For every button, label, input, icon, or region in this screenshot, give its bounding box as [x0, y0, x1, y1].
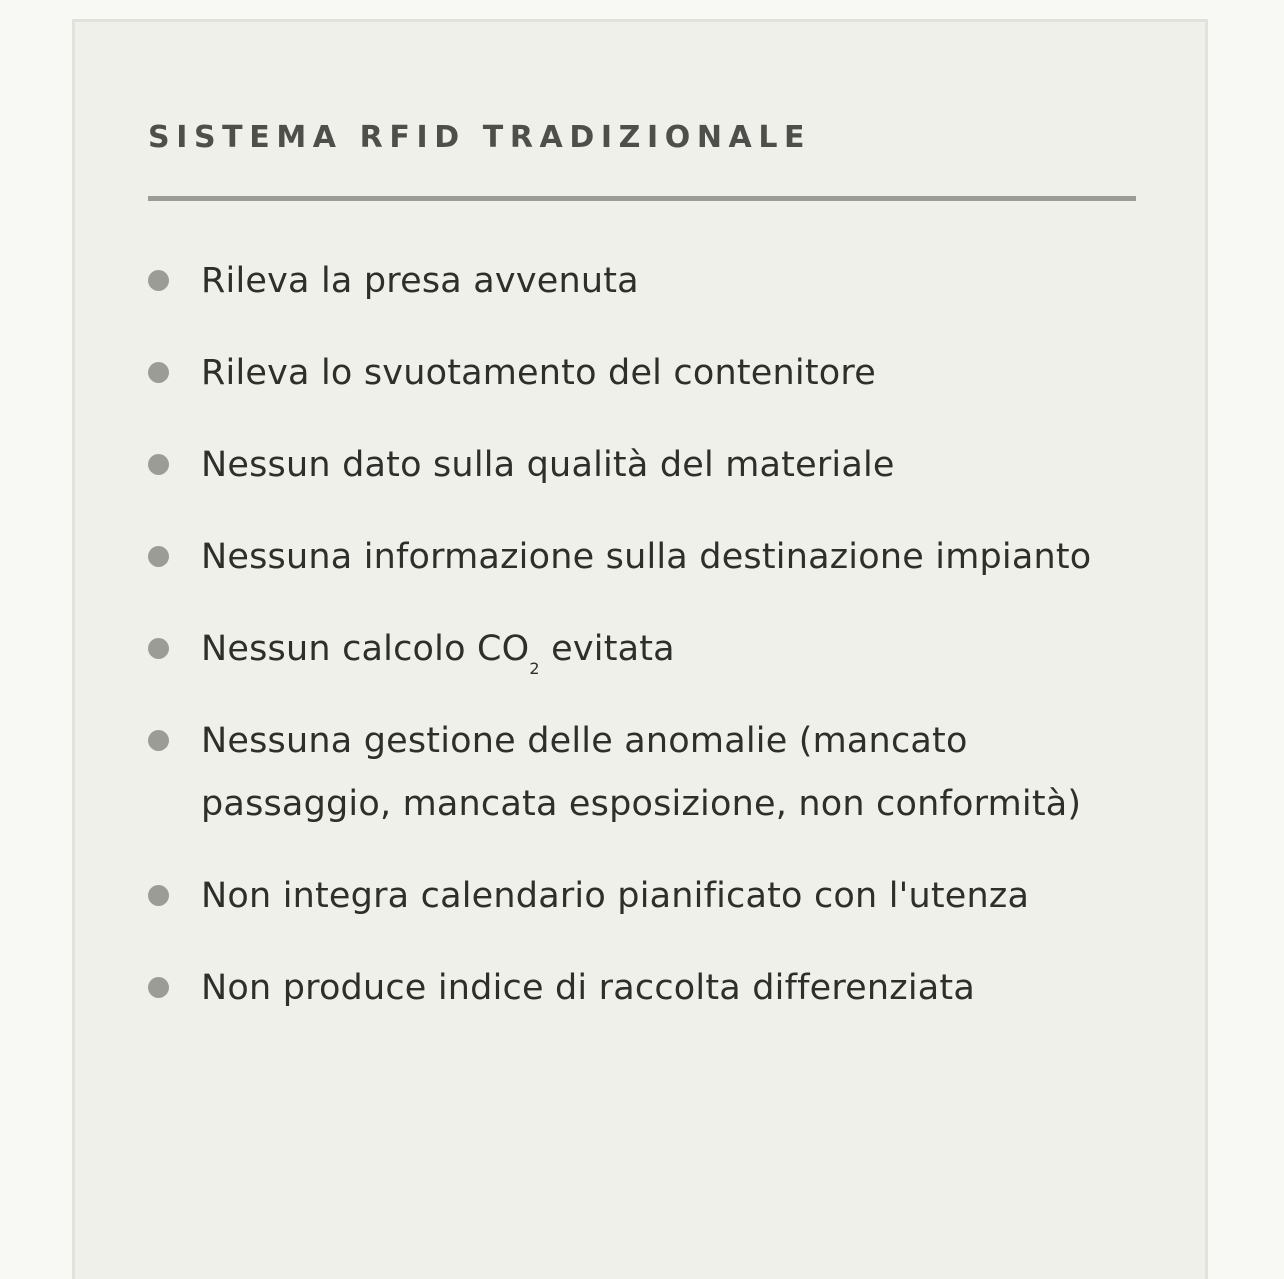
list-item	[148, 957, 1148, 1020]
comparison-card	[72, 19, 1208, 1279]
list-item	[148, 865, 1148, 928]
list-item-text: Non integra calendario pianificato con l'utenza	[201, 876, 1030, 916]
list-item-text: Rileva lo svuotamento del contenitore	[201, 353, 876, 393]
bullet-icon	[148, 638, 169, 659]
card-title: SISTEMA RFID TRADIZIONALE	[148, 120, 812, 155]
bullet-icon	[148, 362, 169, 383]
list-item-text-after: evitata	[539, 629, 675, 669]
list-item	[148, 434, 1148, 497]
bullet-icon	[148, 730, 169, 751]
list-item-text: Nessun dato sulla qualità del materiale	[201, 445, 895, 485]
list-item-text: Nessuna gestione delle anomalie (mancato passaggio, mancata esposizione, non conformità)	[201, 721, 1082, 824]
list-item	[148, 342, 1148, 405]
list-item	[148, 250, 1148, 313]
list-item	[148, 526, 1148, 589]
bullet-icon	[148, 977, 169, 998]
list-item-text-before: Nessun calcolo CO	[201, 629, 530, 669]
list-item-text: Rileva la presa avvenuta	[201, 261, 639, 301]
bullet-icon	[148, 546, 169, 567]
bullet-icon	[148, 454, 169, 475]
list-item	[148, 618, 1148, 681]
co2-subscript: 2	[529, 659, 540, 678]
bullet-icon	[148, 885, 169, 906]
list-item	[148, 710, 1148, 836]
list-item-text: Non produce indice di raccolta differenziata	[201, 968, 975, 1008]
list-item-text: Nessuna informazione sulla destinazione impianto	[201, 537, 1092, 577]
title-divider	[148, 196, 1136, 201]
feature-list	[148, 250, 1148, 1049]
bullet-icon	[148, 270, 169, 291]
